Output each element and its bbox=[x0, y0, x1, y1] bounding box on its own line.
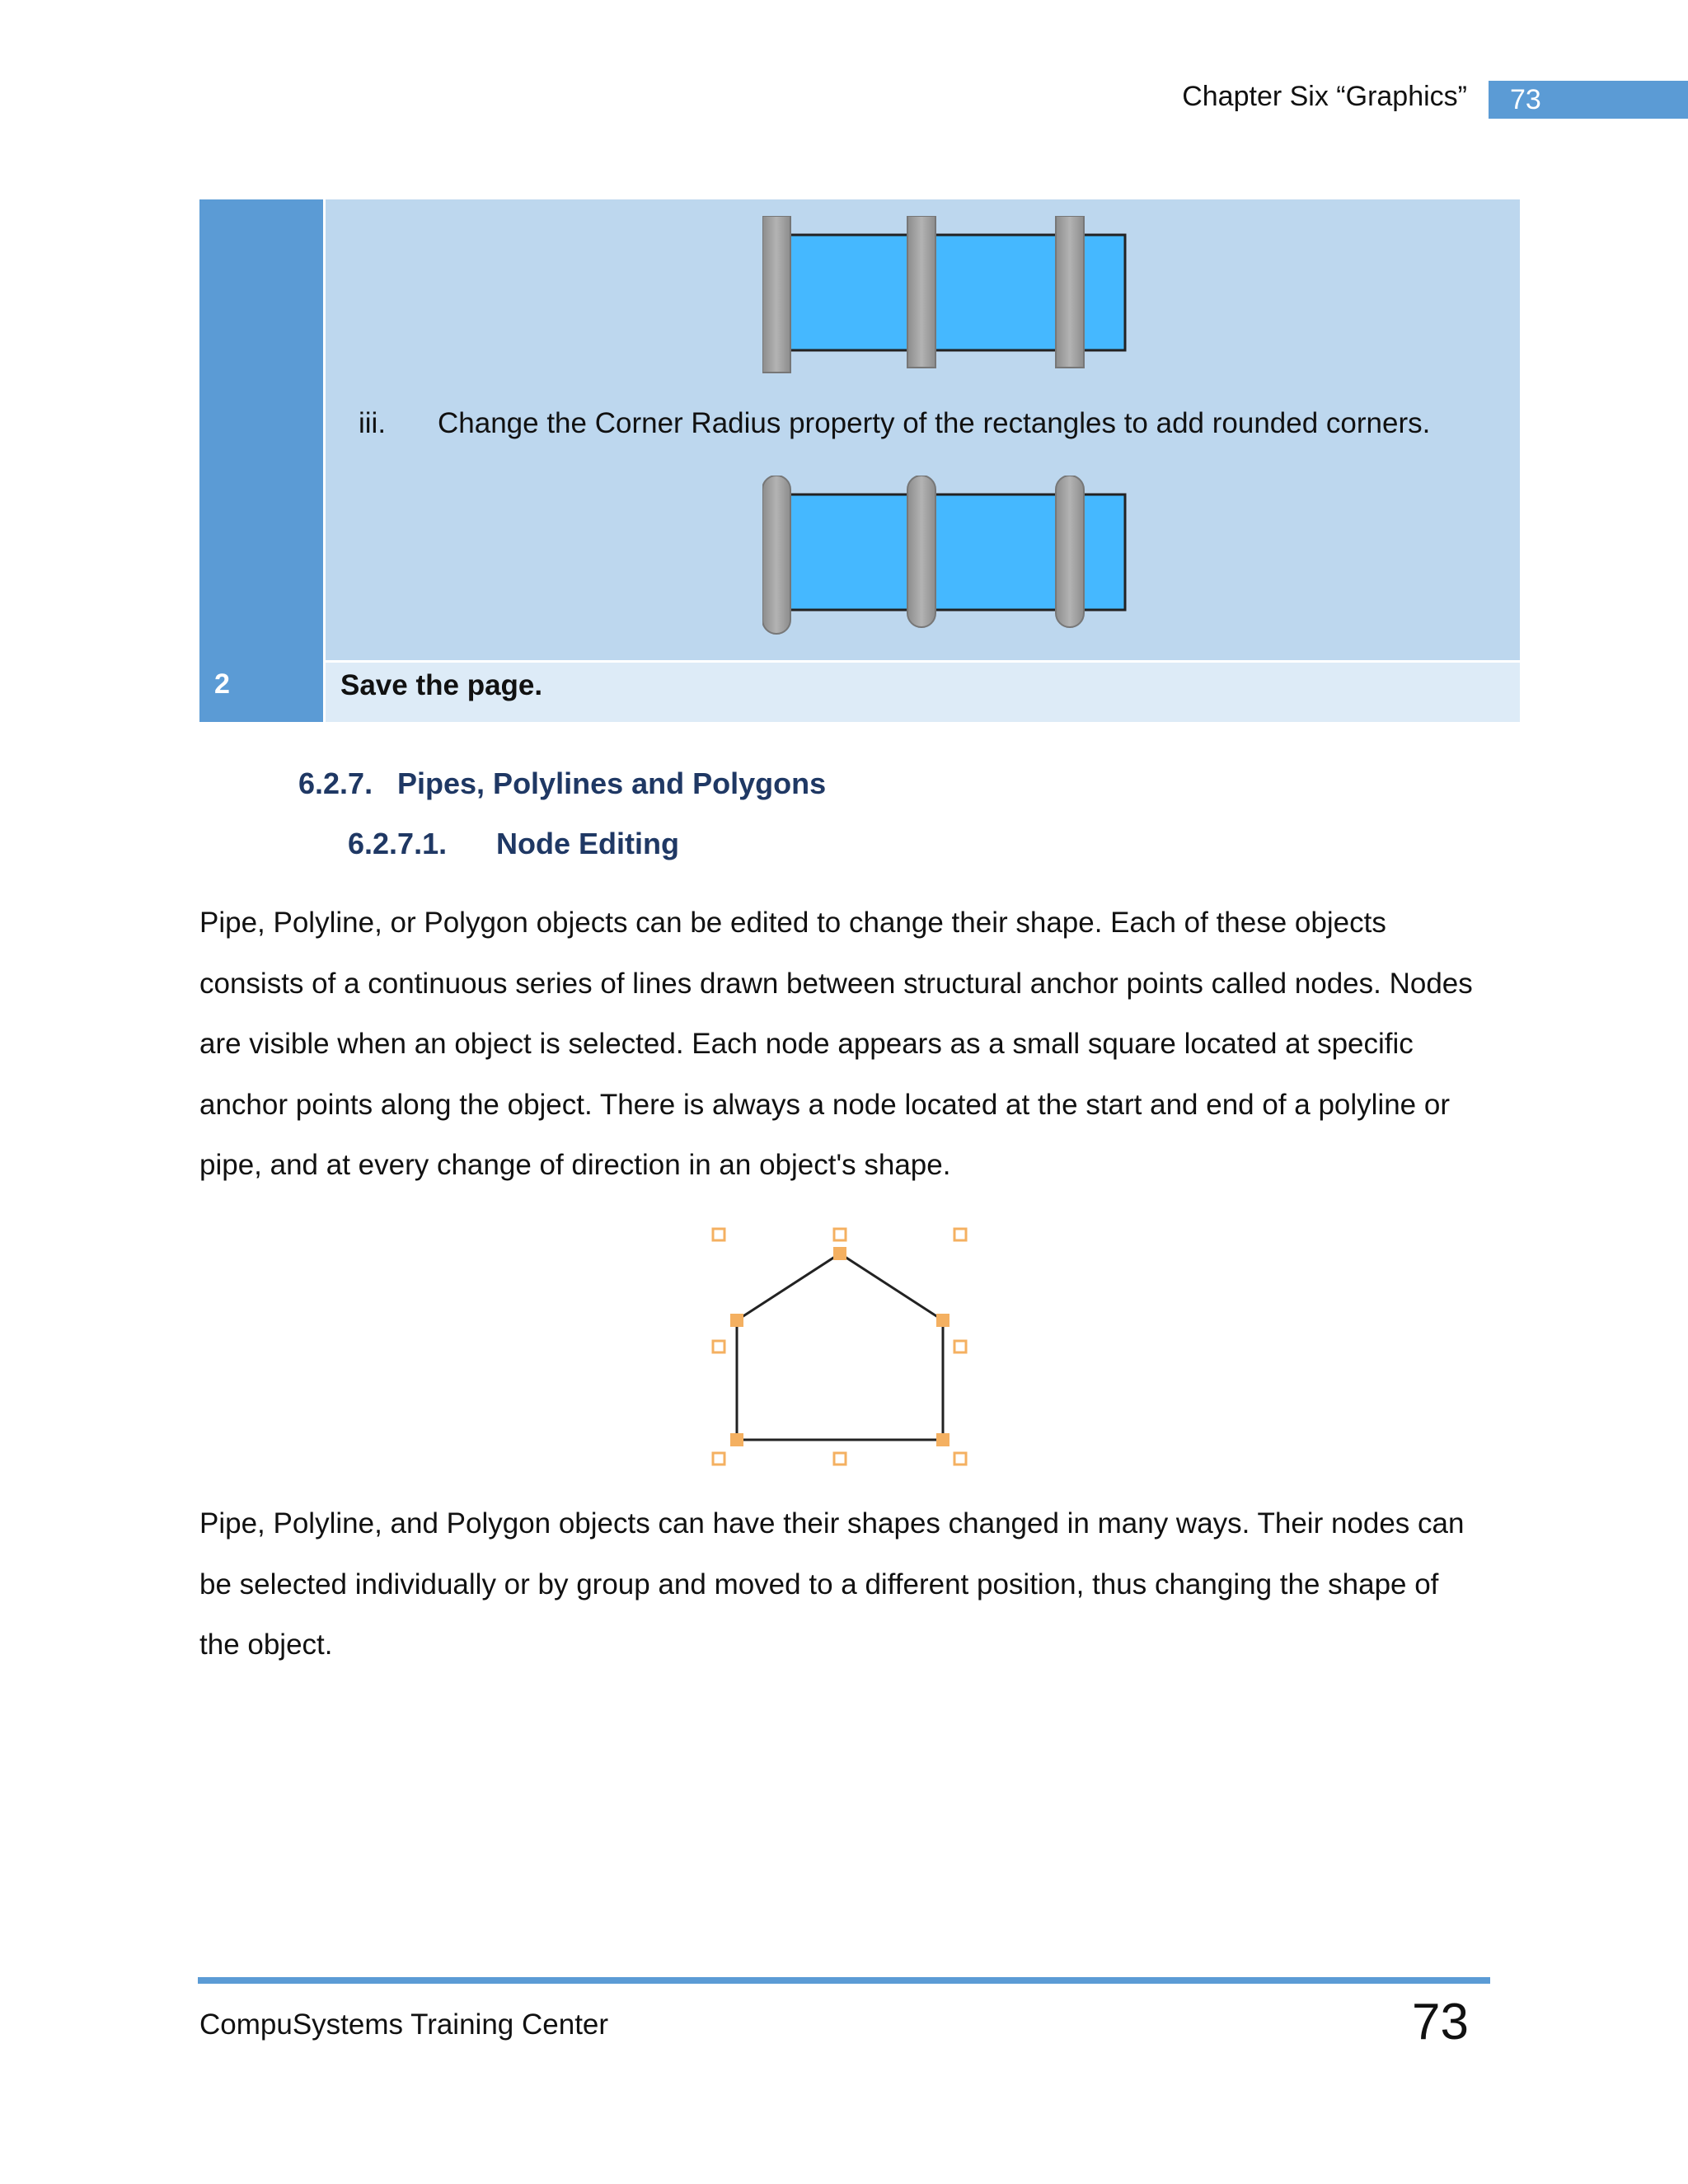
selection-handle bbox=[954, 1229, 966, 1240]
steps-table bbox=[199, 199, 1520, 722]
selection-handle bbox=[834, 1229, 846, 1240]
polygon-node bbox=[730, 1433, 743, 1446]
pipe-flange bbox=[762, 216, 790, 373]
step-item-number: iii. bbox=[359, 407, 387, 439]
selection-handle bbox=[834, 1453, 846, 1465]
header-chapter-title: Chapter Six “Graphics” bbox=[1182, 81, 1467, 112]
polygon-node bbox=[936, 1433, 950, 1446]
subsection-heading bbox=[348, 827, 679, 861]
subsection-heading-number: 6.2.7.1. bbox=[348, 827, 448, 860]
header-page-badge: 73 bbox=[1489, 81, 1688, 119]
subsection-heading-text: Node Editing bbox=[496, 827, 679, 860]
selection-handle bbox=[713, 1341, 724, 1352]
pipe-flange-rounded bbox=[907, 476, 935, 627]
polygon-node bbox=[730, 1314, 743, 1327]
pipe-flange-rounded bbox=[762, 476, 790, 634]
rounded-pipe-illustration bbox=[762, 476, 1142, 640]
selection-handle bbox=[713, 1453, 724, 1465]
selection-handle bbox=[713, 1229, 724, 1240]
steps-table-row bbox=[199, 199, 1520, 660]
pipe-flange bbox=[1056, 216, 1084, 368]
polygon-outline bbox=[737, 1254, 943, 1440]
step-content-cell bbox=[323, 199, 1520, 660]
footer-page-number: 73 bbox=[1412, 1994, 1469, 2050]
step-text-cell: Save the page. bbox=[323, 660, 1520, 722]
pipe-flange-rounded bbox=[1056, 476, 1084, 627]
section-heading-text: Pipes, Polylines and Polygons bbox=[397, 766, 827, 800]
pipe-flange bbox=[907, 216, 935, 368]
selection-handle bbox=[954, 1453, 966, 1465]
selection-handle bbox=[954, 1341, 966, 1352]
step-number-cell: 2 bbox=[199, 660, 323, 722]
section-heading-number: 6.2.7. bbox=[298, 766, 373, 800]
step-number-cell bbox=[199, 199, 323, 660]
square-pipe-illustration bbox=[762, 216, 1142, 381]
steps-table-row bbox=[199, 660, 1520, 722]
step-list-item bbox=[359, 407, 1430, 440]
polygon-node-figure bbox=[701, 1216, 973, 1472]
section-heading bbox=[298, 766, 826, 801]
footer-org-name: CompuSystems Training Center bbox=[199, 2008, 609, 2041]
body-paragraph: Pipe, Polyline, or Polygon objects can be edited to change their shape. Each of these objects consists of a continuous series of lines drawn between structural anchor points called nodes. Nodes are visible when an object is selected. Each node appears as a small square located at specific anchor points along the object. There is always a node located at the start and end of a polyline or pipe, and at every change of direction in an object's shape. bbox=[199, 907, 1473, 1181]
polygon-node bbox=[936, 1314, 950, 1327]
footer-divider bbox=[198, 1977, 1490, 1984]
body-paragraph: Pipe, Polyline, and Polygon objects can have their shapes changed in many ways. Their nodes can be selected individually or by group and moved to a different position, thus changing the shape of the object. bbox=[199, 1507, 1465, 1661]
polygon-node bbox=[833, 1247, 846, 1260]
step-item-text: Change the Corner Radius property of the rectangles to add rounded corners. bbox=[438, 407, 1431, 439]
